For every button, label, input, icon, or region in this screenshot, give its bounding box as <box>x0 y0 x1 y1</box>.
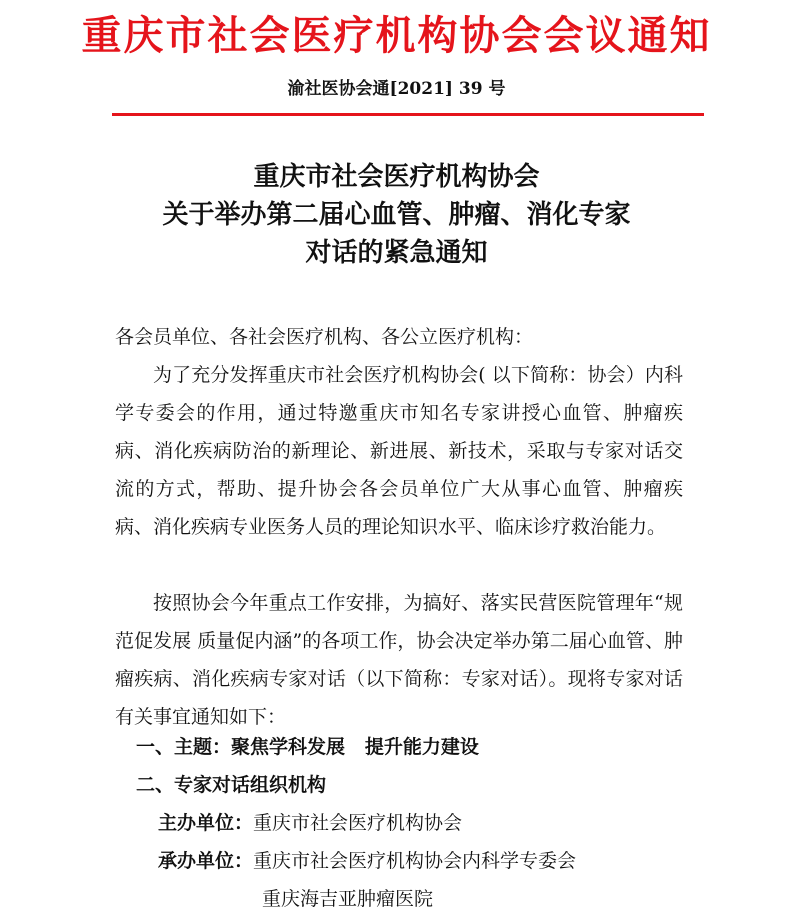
host-label: 主办单位： <box>158 812 254 834</box>
host-value: 重庆市社会医疗机构协会 <box>253 812 463 834</box>
paragraph-2-text: 按照协会今年重点工作安排，为搞好、落实民营医院管理年“规范促发展 质量促内涵”的各项工作，协会决定举办第二届心血管、肿瘤疾病、消化疾病专家对话（以下简称：专家对话）。现将专家对话有关事宜通知如下： <box>115 592 683 728</box>
red-divider-rule <box>112 113 704 116</box>
document-number: 渝社医协会通[2021] 39 号 <box>287 79 506 99</box>
section-heading-organization: 二、专家对话组织机构 <box>136 774 327 796</box>
host-organizer-row <box>158 805 462 841</box>
salutation: 各会员单位、各社会医疗机构、各公立医疗机构： <box>115 326 534 348</box>
undertaker-label: 承办单位： <box>158 850 254 872</box>
document-title <box>0 158 793 272</box>
body-paragraph-1 <box>115 356 683 546</box>
body-paragraph-2 <box>115 584 683 736</box>
undertaker-value-1: 重庆市社会医疗机构协会内科学专委会 <box>253 850 577 872</box>
title-line-1: 重庆市社会医疗机构协会 <box>253 162 540 192</box>
paragraph-1-text: 为了充分发挥重庆市社会医疗机构协会( 以下简称：协会）内科学专委会的作用，通过特邀重庆市知名专家讲授心血管、肿瘤疾病、消化疾病防治的新理论、新进展、新技术，采取与专家对话交流的方式，帮助、提升协会各会员单位广大从事心血管、肿瘤疾病、消化疾病专业医务人员的理论知识水平、临床诊疗救治能力。 <box>115 364 683 538</box>
notice-header-title: 重庆市社会医疗机构协会会议通知 <box>81 13 712 59</box>
title-line-2: 关于举办第二届心血管、肿瘤、消化专家 <box>162 200 631 230</box>
section-heading-theme: 一、主题：聚焦学科发展 提升能力建设 <box>136 736 479 758</box>
undertaker-row <box>158 843 576 879</box>
undertaker-value-2: 重庆海吉亚肿瘤医院 <box>262 888 434 910</box>
title-line-3: 对话的紧急通知 <box>305 238 488 268</box>
undertaker-row-2 <box>262 881 433 917</box>
